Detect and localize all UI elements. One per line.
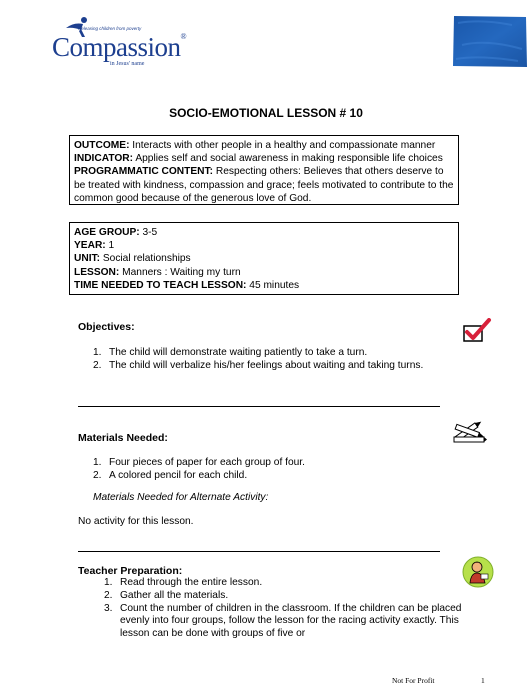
age-group-row: AGE GROUP: 3-5 (74, 227, 158, 238)
preparation-heading: Teacher Preparation: (78, 565, 183, 577)
logo-wordmark: Compassion® (52, 32, 187, 62)
logo-tagline: Releasing children from poverty (78, 26, 142, 31)
page-number: 1 (481, 676, 485, 685)
programmatic-row: PROGRAMMATIC CONTENT: Respecting others: Believes that others deserve to be treated with kindness, compassion and grace; feels motivated to contribute to the common good because of the generous love of God. (74, 166, 454, 204)
pencils-icon (451, 419, 487, 445)
list-item: 2. Gather all the materials. (104, 589, 229, 601)
outcome-box (69, 135, 459, 205)
lesson-details-box (69, 222, 459, 295)
materials-list (93, 457, 473, 483)
list-item: 2. The child will verbalize his/her feelings about waiting and taking turns. (93, 359, 424, 371)
checkmark-icon (462, 318, 492, 344)
decorative-blue-square (452, 15, 527, 68)
lesson-row: LESSON: Manners : Waiting my turn (74, 266, 241, 278)
alternate-activity-text: No activity for this lesson. (78, 516, 194, 527)
list-item: 1. Four pieces of paper for each group of four. (93, 457, 305, 468)
list-item: 2. A colored pencil for each child. (93, 469, 248, 481)
time-row: TIME NEEDED TO TEACH LESSON: 45 minutes (74, 279, 300, 291)
list-item: 1. The child will demonstrate waiting patiently to take a turn. (93, 347, 368, 358)
list-item: 1. Read through the entire lesson. (104, 577, 263, 588)
indicator-row: INDICATOR: Applies self and social awareness in making responsible life choices (74, 153, 443, 165)
preparation-list (104, 577, 474, 641)
list-item: 3. Count the number of children in the classroom. If the children can be placed evenly into four groups, follow the lesson for the racing activity exactly. This lesson can be done with groups of five or (104, 602, 462, 640)
page-title: SOCIO-EMOTIONAL LESSON # 10 (169, 106, 363, 120)
outcome-row: OUTCOME: Interacts with other people in a healthy and compassionate manner (74, 140, 436, 151)
section-divider (78, 406, 440, 407)
objectives-heading: Objectives: (78, 321, 135, 333)
compassion-logo (52, 18, 187, 68)
objectives-list (93, 347, 473, 373)
alternate-activity-heading: Materials Needed for Alternate Activity: (93, 492, 269, 503)
logo-subline: in Jesus' name (110, 61, 145, 67)
footer-text: Not For Profit (392, 676, 435, 685)
materials-heading: Materials Needed: (78, 432, 168, 444)
unit-row: UNIT: Social relationships (74, 253, 191, 265)
year-row: YEAR: 1 (74, 240, 115, 252)
section-divider (78, 551, 440, 552)
